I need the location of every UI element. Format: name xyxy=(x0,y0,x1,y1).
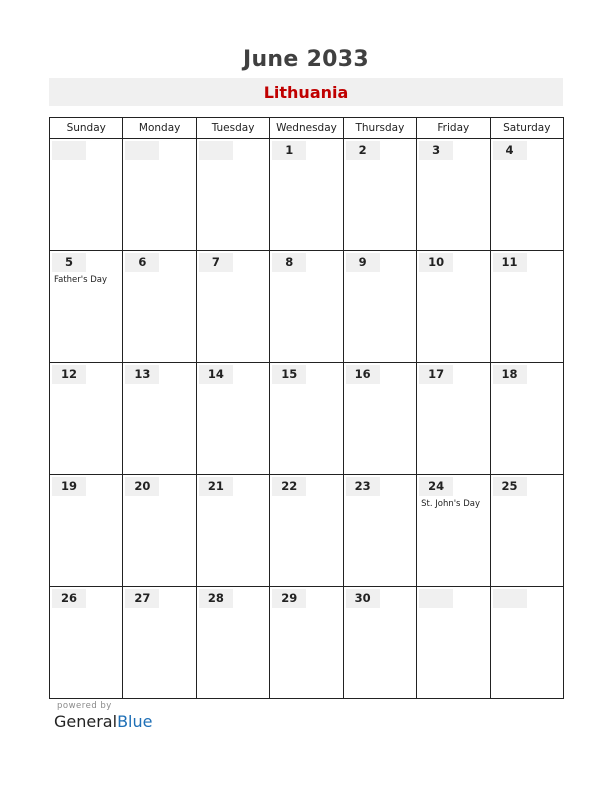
day-cell xyxy=(343,139,416,251)
day-number: 21 xyxy=(207,479,224,493)
day-number: 5 xyxy=(64,255,73,269)
day-number: 26 xyxy=(60,591,77,605)
day-cell xyxy=(123,251,196,363)
day-number xyxy=(419,589,453,608)
day-cell xyxy=(417,251,490,363)
holiday-label: Father's Day xyxy=(54,275,108,285)
weekday-header: Thursday xyxy=(343,118,416,139)
day-cell xyxy=(50,363,123,475)
week-row xyxy=(50,363,564,475)
week-row xyxy=(50,475,564,587)
day-number: 6 xyxy=(138,255,147,269)
country-banner xyxy=(49,78,563,106)
day-cell xyxy=(196,587,269,699)
powered-by-label: powered by xyxy=(57,701,112,711)
brand-name-general: General xyxy=(54,712,118,731)
day-number: 17 xyxy=(428,367,445,381)
brand-name-blue: Blue xyxy=(117,712,153,731)
weekday-header: Tuesday xyxy=(196,118,269,139)
day-number: 28 xyxy=(207,591,224,605)
day-number: 3 xyxy=(432,143,441,157)
week-row xyxy=(50,587,564,699)
day-number: 10 xyxy=(428,255,445,269)
day-number: 9 xyxy=(358,255,367,269)
day-cell xyxy=(270,363,343,475)
day-cell xyxy=(490,475,563,587)
day-number: 18 xyxy=(501,367,518,381)
day-number xyxy=(199,141,233,160)
day-cell xyxy=(417,475,490,587)
day-number xyxy=(493,589,527,608)
day-cell xyxy=(490,587,563,699)
brand-logo[interactable] xyxy=(54,712,152,731)
day-cell xyxy=(343,251,416,363)
day-cell xyxy=(50,587,123,699)
day-cell xyxy=(196,363,269,475)
day-number: 11 xyxy=(501,255,518,269)
weekday-header: Sunday xyxy=(50,118,123,139)
day-cell xyxy=(343,363,416,475)
day-cell xyxy=(270,475,343,587)
day-cell xyxy=(343,587,416,699)
day-number: 8 xyxy=(285,255,294,269)
day-number xyxy=(52,141,86,160)
day-number: 13 xyxy=(134,367,151,381)
day-cell xyxy=(123,363,196,475)
country-name: Lithuania xyxy=(263,83,349,102)
day-number: 20 xyxy=(134,479,151,493)
holiday-label: St. John's Day xyxy=(421,499,480,509)
day-cell xyxy=(123,475,196,587)
day-number: 4 xyxy=(505,143,514,157)
day-cell xyxy=(417,363,490,475)
day-number: 30 xyxy=(354,591,371,605)
calendar-grid xyxy=(49,117,564,699)
day-number: 27 xyxy=(134,591,151,605)
day-number: 12 xyxy=(60,367,77,381)
day-cell xyxy=(270,251,343,363)
day-cell xyxy=(196,251,269,363)
day-cell xyxy=(417,139,490,251)
week-row xyxy=(50,139,564,251)
day-cell xyxy=(343,475,416,587)
day-number: 14 xyxy=(207,367,224,381)
day-cell xyxy=(196,475,269,587)
day-cell xyxy=(123,139,196,251)
weekday-header: Saturday xyxy=(490,118,563,139)
day-cell xyxy=(196,139,269,251)
day-number: 25 xyxy=(501,479,518,493)
page-title: June 2033 xyxy=(242,47,370,72)
day-number: 7 xyxy=(211,255,220,269)
day-cell xyxy=(50,475,123,587)
day-cell xyxy=(270,139,343,251)
day-number: 2 xyxy=(358,143,367,157)
day-cell xyxy=(50,139,123,251)
day-number: 23 xyxy=(354,479,371,493)
day-number xyxy=(125,141,159,160)
day-number: 24 xyxy=(428,479,445,493)
day-cell xyxy=(50,251,123,363)
weekday-header-row xyxy=(50,118,564,139)
weekday-header: Monday xyxy=(123,118,196,139)
weekday-header: Friday xyxy=(417,118,490,139)
day-cell xyxy=(417,587,490,699)
day-cell xyxy=(490,363,563,475)
day-number: 29 xyxy=(281,591,298,605)
day-number: 19 xyxy=(60,479,77,493)
day-number: 22 xyxy=(281,479,298,493)
weekday-header: Wednesday xyxy=(270,118,343,139)
day-cell xyxy=(490,251,563,363)
day-number: 1 xyxy=(285,143,294,157)
day-cell xyxy=(270,587,343,699)
day-number: 15 xyxy=(281,367,298,381)
day-cell xyxy=(123,587,196,699)
day-cell xyxy=(490,139,563,251)
week-row xyxy=(50,251,564,363)
day-number: 16 xyxy=(354,367,371,381)
